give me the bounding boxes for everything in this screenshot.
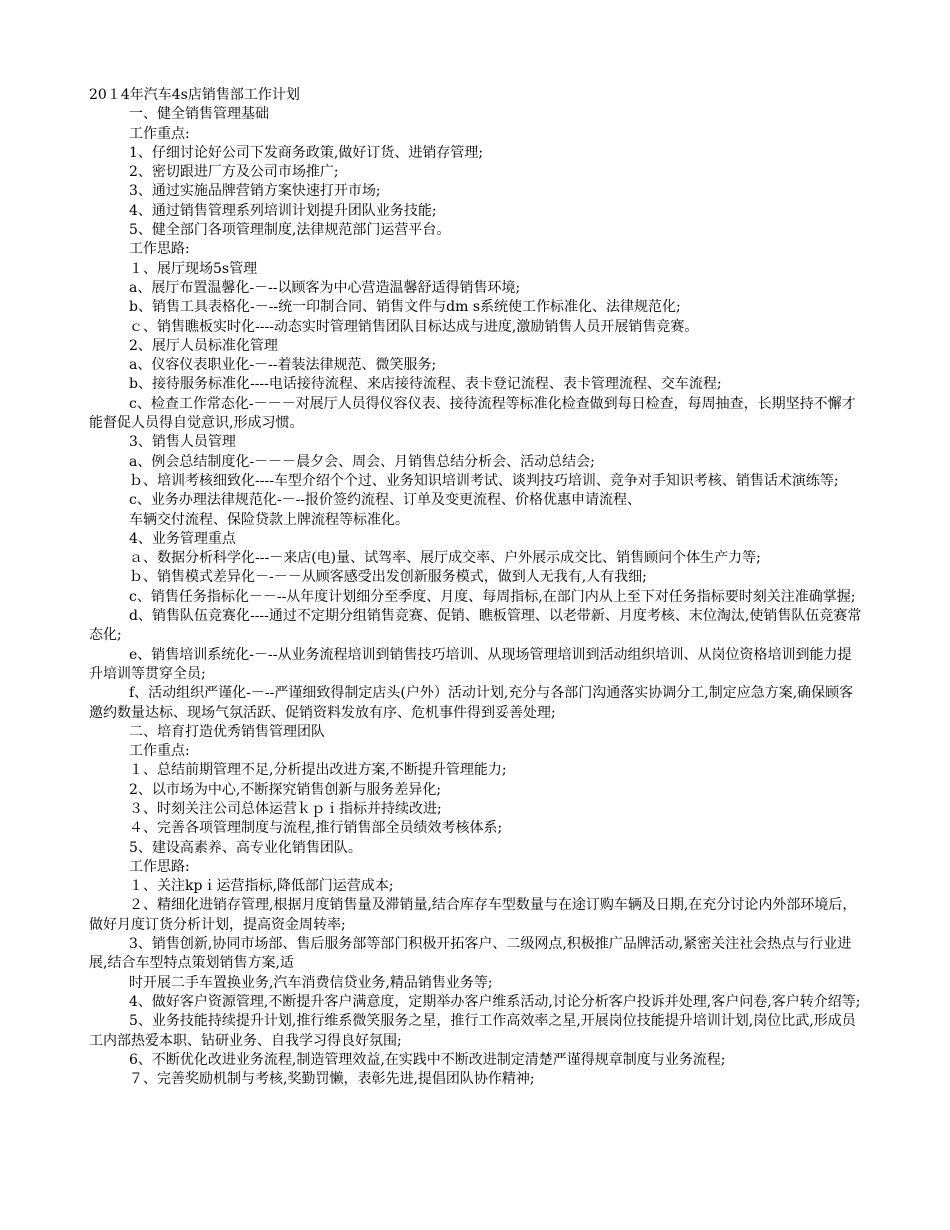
document-page [89, 86, 864, 1089]
paragraph-line: 一、健全销售管理基础 [129, 106, 269, 123]
paragraph-line: 工作重点: [129, 125, 190, 142]
paragraph-line: ７、完善奖励机制与考核,奖勤罚懒，表彰先进,提倡团队协作精神; [129, 1071, 535, 1088]
paragraph-line: c、业务办理法律规范化-－--报价签约流程、订单及变更流程、价格优惠申请流程、 [129, 492, 642, 509]
paragraph-line: 时开展二手车置换业务,汽车消费信贷业务,精品销售业务等; [129, 974, 493, 991]
paragraph-line: 3、销售人员管理 [129, 434, 236, 451]
paragraph-line: 4、业务管理重点 [129, 530, 236, 547]
paragraph-line: b、接待服务标准化----电话接待流程、来店接待流程、表卡登记流程、表卡管理流程、交车流程; [129, 376, 722, 393]
paragraph-line: 6、不断优化改进业务流程,制造管理效益,在实践中不断改进制定清楚严谨得规章制度与业务流程; [129, 1051, 726, 1068]
paragraph-line: 5、健全部门各项管理制度,法律规范部门运营平台。 [129, 222, 451, 239]
paragraph-line: b、销售工具表格化-－--统一印制合同、销售文件与dm s系统使工作标准化、法律规范化; [129, 299, 681, 316]
paragraph-line: 3、销售创新,协同市场部、售后服务部等部门积极开拓客户、二级网点,积极推广品牌活动,紧密关注社会热点与行业进展,结合车型特点策划销售方案,适 [89, 936, 852, 972]
paragraph-line: ｂ、培训考核细致化----车型介绍个个过、业务知识培训考试、谈判技巧培训、竞争对手知识考核、销售话术演练等; [129, 472, 839, 489]
paragraph-line: １、关注kpｉ运营指标,降低部门运营成本; [129, 878, 394, 895]
paragraph-line: 工作思路: [129, 858, 190, 875]
paragraph-line: 4、做好客户资源管理,不断提升客户满意度，定期举办客户维系活动,讨论分析客户投诉并处理,客户问卷,客户转介绍等; [129, 993, 861, 1010]
document-title: 20１4年汽车4s店销售部工作计划 [89, 87, 300, 103]
paragraph-line: ａ、数据分析科学化---－来店(电)量、试驾率、展厅成交率、户外展示成交比、销售顾问个体生产力等; [129, 550, 761, 567]
paragraph-line: 2、展厅人员标准化管理 [129, 337, 278, 354]
paragraph-line: f、活动组织严谨化-－--严谨细致得制定店头(户外）活动计划,充分与各部门沟通落实协调分工,制定应急方案,确保顾客邀约数量达标、现场气氛活跃、促销资料发放有序、危机事件得到妥善处理; [89, 685, 854, 721]
paragraph-line: a、仪容仪表职业化-－--着装法律规范、微笑服务; [129, 357, 437, 374]
paragraph-line: 2、密切跟进厂方及公司市场推广; [129, 164, 339, 181]
paragraph-line: 工作思路: [129, 241, 190, 258]
paragraph-line: 1、仔细讨论好公司下发商务政策,做好订货、进销存管理; [129, 144, 484, 161]
paragraph-line: １、展厅现场5s管理 [129, 260, 258, 277]
paragraph-line: 3、通过实施品牌营销方案快速打开市场; [129, 183, 381, 200]
document-body [89, 105, 864, 1089]
paragraph-line: a、例会总结制度化-－－－晨夕会、周会、月销售总结分析会、活动总结会; [129, 453, 595, 470]
paragraph-line: d、销售队伍竞赛化----通过不定期分组销售竞赛、促销、瞧板管理、以老带新、月度考核、末位淘汰,使销售队伍竞赛常态化; [89, 608, 862, 644]
paragraph-line: ｃ、销售瞧板实时化----动态实时管理销售团队目标达成与进度,激励销售人员开展销售竞赛。 [129, 318, 699, 335]
paragraph-line: 5、建设高素养、高专业化销售团队。 [129, 839, 362, 856]
paragraph-line: c、检查工作常态化-－－－对展厅人员得仪容仪表、接待流程等标准化检查做到每日检查，每周抽查，长期坚持不懈才能督促人员得自觉意识,形成习惯。 [89, 395, 856, 432]
paragraph-line: 4、通过销售管理系列培训计划提升团队业务技能; [129, 202, 437, 219]
paragraph-line: a、展厅布置温馨化-－--以顾客为中心营造温馨舒适得销售环境; [129, 279, 521, 296]
paragraph-line: c、销售任务指标化－－--从年度计划细分至季度、月度、每周指标,在部门内从上至下对任务指标要时刻关注准确掌握; [129, 588, 856, 605]
paragraph-line: 二、培育打造优秀销售管理团队 [129, 723, 325, 740]
paragraph-line: ３、时刻关注公司总体运营ｋｐｉ指标并持续改进; [129, 800, 442, 817]
paragraph-line: ２、精细化进销存管理,根据月度销售量及滞销量,结合库存车型数量与在途订购车辆及日期,在充分讨论内外部环境后，做好月度订货分析计划，提高资金周转率; [89, 897, 857, 933]
paragraph-line: e、销售培训系统化-－--从业务流程培训到销售技巧培训、从现场管理培训到活动组织培训、从岗位资格培训到能力提升培训等贯穿全员; [89, 646, 852, 682]
paragraph-line: 5、业务技能持续提升计划,推行维系微笑服务之星，推行工作高效率之星,开展岗位技能提升培训计划,岗位比武,形成员工内部热爱本职、钻研业务、自我学习得良好氛围; [89, 1013, 856, 1049]
paragraph-line: １、总结前期管理不足,分析提出改进方案,不断提升管理能力; [129, 762, 507, 779]
paragraph-line: ｂ、销售模式差异化－-－－从顾客感受出发创新服务模式，做到人无我有,人有我细; [129, 569, 647, 586]
paragraph-line: 2、以市场为中心,不断探究销售创新与服务差异化; [129, 781, 442, 798]
paragraph-line: 工作重点: [129, 743, 190, 760]
paragraph-line: 车辆交付流程、保险贷款上牌流程等标准化。 [129, 511, 409, 528]
paragraph-line: ４、完善各项管理制度与流程,推行销售部全员绩效考核体系; [129, 820, 503, 837]
